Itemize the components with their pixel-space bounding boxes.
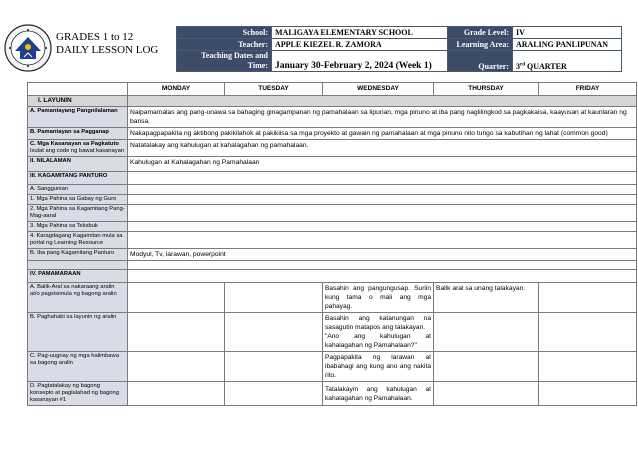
school-label: School: (177, 27, 272, 39)
paghahabi-wednesday-line-2: "Ano ang kahulugan at kahalagahan ng Pamahalaan?" (325, 333, 431, 349)
table-row (28, 185, 637, 195)
row-label-pamamaraan: IV. PAMAMARAAN (28, 270, 128, 283)
table-row (28, 232, 637, 249)
kasanayan-text: Natatalakay ang kahulugan at kahalagahan ng pamahalaan. (128, 140, 637, 157)
quarter-suffix: rd (520, 62, 525, 68)
balik-aral-thursday: Balik aral sa unang talakayan. (434, 283, 539, 313)
paghahabi-thursday (434, 313, 539, 352)
teksbuk-cell (128, 222, 637, 232)
paghahabi-monday (128, 313, 225, 352)
weekday-header-row (28, 83, 637, 96)
row-label-kagamitang-panturo: III. KAGAMITANG PANTURO (28, 172, 128, 185)
corner-cell (28, 83, 128, 96)
pagtatalakay-tuesday (225, 382, 323, 406)
table-row (28, 261, 637, 270)
day-tuesday: TUESDAY (225, 83, 323, 96)
row-label-teksbuk: 3. Mga Pahina sa Teksbuk (28, 222, 128, 232)
table-row (28, 157, 637, 172)
header-info-table (176, 26, 622, 72)
table-row (28, 107, 637, 128)
pag-uugnay-monday (128, 352, 225, 382)
kasanayan-note: Isulat ang code ng bawat kasanayan (30, 148, 125, 154)
row-label-karagdagang-kagamitan: 4. Karagdagang Kagamitan mula sa portal ng Learning Resource (28, 232, 128, 249)
paghahabi-wednesday (323, 313, 434, 352)
day-thursday: THURSDAY (434, 83, 539, 96)
pagtatalakay-thursday (434, 382, 539, 406)
teaching-dates-label-line-2: Time: (247, 61, 268, 70)
deped-seal-icon (4, 24, 52, 72)
iba-pang-kagamitan-text: Modyul, Tv, larawan, powerpoint (128, 249, 637, 261)
paghahabi-friday (539, 313, 637, 352)
table-row (28, 195, 637, 205)
pamantayan-sa-pagganap-text: Nakapagpapakita ng aktibong pakikilahok at pakikiisa sa mga proyekto at gawain ng pamahalaan at mga pinuno nito tungo sa kabutihan ng lahat (common good) (128, 128, 637, 140)
teaching-dates-label-line-1: Teaching Dates and (201, 51, 268, 60)
row-label-gabay-ng-guro: 1. Mga Pahina sa Gabay ng Guro (28, 195, 128, 205)
section-layunin: I. LAYUNIN (28, 96, 128, 107)
learning-area-value: ARALING PANLIPUNAN (513, 39, 622, 51)
row-label-iba-pang-kagamitan: B. Iba pang Kagamitang Panturo (28, 249, 128, 261)
table-row (28, 283, 637, 313)
pamantayang-pangnilalaman-text: Naipamamalas ang pang-unawa sa bahaging ginagampanan ng pamahalaan sa lipunan, mga pinuno at iba pang naglilingkod sa pagkakaisa, kaayusan at kaunlaran ng bansa. (128, 107, 637, 128)
spacer-cell (28, 261, 128, 270)
row-label-pag-uugnay: C. Pag-uugnay ng mga halimbawa sa bagong aralin (28, 352, 128, 382)
grade-level-value: IV (513, 27, 622, 39)
row-label-pamantayang-pangnilalaman: A. Pamantayang Pangnilalaman (28, 107, 128, 128)
document-title-line-1: GRADES 1 to 12 (56, 31, 134, 43)
kagamitang-panturo-cell (128, 172, 637, 185)
row-label-kagamitang-pang-mag-aaral: 2. Mga Pahina sa Kagamitang Pang- Mag-aaral (28, 205, 128, 222)
row-label-pagtatalakay: D. Pagtatalakay ng bagong konsepto at paglalahad ng bagong kasanayan #1 (28, 382, 128, 406)
table-row (28, 140, 637, 157)
quarter-number: 3 (516, 62, 520, 71)
balik-aral-friday (539, 283, 637, 313)
pagtatalakay-friday (539, 382, 637, 406)
gabay-ng-guro-cell (128, 195, 637, 205)
row-label-paghahabi: B. Paghahabi sa layunin ng aralin (28, 313, 128, 352)
table-row (28, 249, 637, 261)
sanggunian-cell (128, 185, 637, 195)
table-row (28, 352, 637, 382)
karagdagang-kagamitan-cell (128, 232, 637, 249)
quarter-label: Quarter: (448, 51, 513, 72)
paghahabi-tuesday (225, 313, 323, 352)
school-value: MALIGAYA ELEMENTARY SCHOOL (272, 27, 448, 39)
spacer-content (128, 261, 637, 270)
balik-aral-monday (128, 283, 225, 313)
balik-aral-tuesday (225, 283, 323, 313)
day-friday: FRIDAY (539, 83, 637, 96)
pamamaraan-cell (128, 270, 637, 283)
teaching-dates-value: January 30-February 2, 2024 (Week 1) (272, 51, 448, 72)
learning-area-label: Learning Area: (448, 39, 513, 51)
quarter-word: QUARTER (527, 62, 567, 71)
table-row (28, 222, 637, 232)
balik-aral-wednesday: Basahin ang pangungusap. Suriin kung tama o mali ang mga pahayag. (323, 283, 434, 313)
kasanayan-title: C. Mga Kasanayan sa Pagkatuto (30, 141, 119, 147)
teacher-value: APPLE KIEZEL R. ZAMORA (272, 39, 448, 51)
paghahabi-wednesday-line-1: Basahin ang katanungan na sasagutin matapos ang talakayan. (325, 315, 431, 331)
day-wednesday: WEDNESDAY (323, 83, 434, 96)
day-monday: MONDAY (128, 83, 225, 96)
table-row (28, 172, 637, 185)
section-layunin-band (128, 96, 637, 107)
pag-uugnay-thursday (434, 352, 539, 382)
pag-uugnay-friday (539, 352, 637, 382)
table-row (28, 313, 637, 352)
teacher-label: Teacher: (177, 39, 272, 51)
row-label-balik-aral: A. Balik-Aral sa nakaraang aralin at/o pagsisimula ng bagong aralin (28, 283, 128, 313)
document-title (56, 31, 158, 57)
kagamitang-pang-mag-aaral-cell (128, 205, 637, 222)
pag-uugnay-tuesday (225, 352, 323, 382)
table-row (28, 270, 637, 283)
table-row (28, 205, 637, 222)
row-label-sanggunian: A. Sanggunian (28, 185, 128, 195)
pagtatalakay-wednesday: Tatalakayin ang kahulugan at kahalagahan ng Pamahalaan. (323, 382, 434, 406)
pag-uugnay-wednesday: Pagpapakita ng larawan at ibabahagi ang kung ano ang nakita rito. (323, 352, 434, 382)
table-row (28, 382, 637, 406)
quarter-value (513, 51, 622, 72)
grade-level-label: Grade Level: (448, 27, 513, 39)
row-label-pamantayan-sa-pagganap: B. Pamantayan sa Pagganap (28, 128, 128, 140)
nilalaman-text: Kahulugan at Kahalagahan ng Pamahalaan (128, 157, 637, 172)
lesson-log-table (27, 82, 637, 406)
table-row (28, 128, 637, 140)
section-layunin-row (28, 96, 637, 107)
row-label-nilalaman: II. NILALAMAN (28, 157, 128, 172)
document-title-line-2: DAILY LESSON LOG (56, 44, 159, 56)
pagtatalakay-monday (128, 382, 225, 406)
teaching-dates-label (177, 51, 272, 72)
row-label-kasanayan (28, 140, 128, 157)
